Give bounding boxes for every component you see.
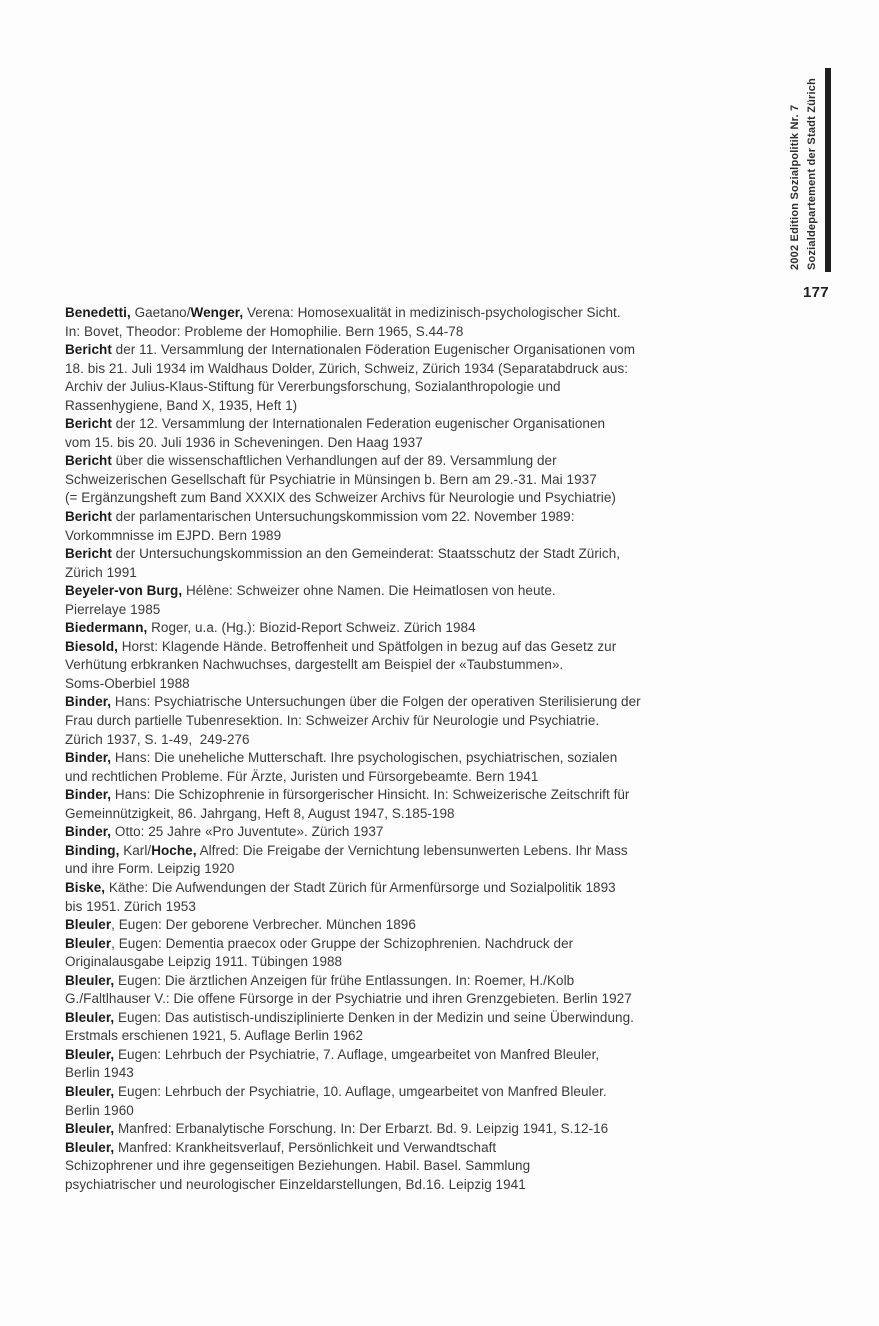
bib-line xyxy=(65,1102,683,1121)
bib-line xyxy=(65,879,683,898)
bib-text: Berlin 1960 xyxy=(65,1102,134,1118)
bib-text: Pierrelaye 1985 xyxy=(65,601,161,617)
bib-author-bold: Benedetti, xyxy=(65,305,131,320)
edition-caption-line1: 2002 Edition Sozialpolitik Nr. 7 xyxy=(789,104,801,270)
bib-author-bold: Bleuler, xyxy=(65,1083,115,1099)
bib-author-bold: Binder, xyxy=(65,694,112,710)
bib-text: Berlin 1943 xyxy=(65,1065,134,1081)
bib-text: Horst: Klagende Hände. Betroffenheit und Spätfolgen in bezug auf das Gesetz zur xyxy=(117,638,617,654)
sidebar-rule xyxy=(825,68,831,272)
bib-line xyxy=(65,341,683,360)
bib-line xyxy=(65,471,683,490)
bib-text: vom 15. bis 20. Juli 1936 in Scheveningen. Den Haag 1937 xyxy=(65,434,423,450)
bib-line xyxy=(65,360,683,379)
bib-text: der 11. Versammlung der Internationalen Föderation Eugenischer Organisationen vom xyxy=(111,342,636,358)
bib-line xyxy=(65,619,683,638)
edition-caption-line2: Sozialdepartement der Stadt Zürich xyxy=(805,77,818,270)
bib-text: Frau durch partielle Tubenresektion. In: Schweizer Archiv für Neurologie und Psychiatrie. xyxy=(65,713,600,729)
edition-caption xyxy=(787,78,820,270)
bib-line xyxy=(65,1139,683,1158)
bib-author-bold: Binder, xyxy=(65,824,112,840)
bib-text: Erstmals erschienen 1921, 5. Auflage Berlin 1962 xyxy=(65,1028,364,1044)
bib-text: der 12. Versammlung der Internationalen Federation eugenischer Organisationen xyxy=(111,416,606,432)
bib-text: Hans: Die uneheliche Mutterschaft. Ihre psychologischen, psychiatrischen, sozialen xyxy=(111,750,618,766)
bib-text: über die wissenschaftlichen Verhandlungen auf der 89. Versammlung der xyxy=(111,453,557,469)
bib-author-bold: Bleuler, xyxy=(65,1139,115,1155)
bib-line xyxy=(65,508,683,527)
bib-line xyxy=(65,1009,683,1028)
bib-text: Eugen: Lehrbuch der Psychiatrie, 7. Auflage, umgearbeitet von Manfred Bleuler, xyxy=(114,1046,600,1062)
bib-line xyxy=(65,1064,683,1083)
bib-line xyxy=(65,545,683,564)
bib-text: 18. bis 21. Juli 1934 im Waldhaus Dolder, Zürich, Schweiz, Zürich 1934 (Separatabdruck aus: xyxy=(65,360,629,376)
bib-line xyxy=(65,564,683,583)
bib-text: Soms-Oberbiel 1988 xyxy=(65,675,190,691)
bib-line xyxy=(65,1176,683,1195)
bib-text: und rechtlichen Probleme. Für Ärzte, Juristen und Fürsorgebeamte. Bern 1941 xyxy=(65,768,539,784)
bib-line xyxy=(65,1046,683,1065)
bib-line xyxy=(65,823,683,842)
bib-line xyxy=(65,452,683,471)
bib-text: Eugen: Lehrbuch der Psychiatrie, 10. Auflage, umgearbeitet von Manfred Bleuler. xyxy=(114,1083,607,1099)
bib-line xyxy=(65,527,683,546)
bib-line xyxy=(65,582,683,601)
bib-author-bold: Wenger, xyxy=(190,305,244,320)
bib-author-bold: Bleuler, xyxy=(65,972,115,988)
bib-line xyxy=(65,953,683,972)
bib-line xyxy=(65,489,683,508)
bib-line xyxy=(65,1120,683,1139)
bib-text: Zürich 1937, S. 1-49, 249-276 xyxy=(65,731,250,747)
bib-text: Otto: 25 Jahre «Pro Juventute». Zürich 1937 xyxy=(111,824,384,840)
bib-text: Schizophrener und ihre gegenseitigen Beziehungen. Habil. Basel. Sammlung xyxy=(65,1158,531,1174)
bib-line xyxy=(65,1157,683,1176)
bib-line xyxy=(65,805,683,824)
bib-text: Rassenhygiene, Band X, 1935, Heft 1) xyxy=(65,397,298,413)
bib-text: Manfred: Krankheitsverlauf, Persönlichkeit und Verwandtschaft xyxy=(114,1139,497,1155)
bib-text: Verhütung erbkranken Nachwuchses, dargestellt am Beispiel der «Taubstummen». xyxy=(65,657,564,673)
bib-line xyxy=(65,972,683,991)
bib-text: Manfred: Erbanalytische Forschung. In: Der Erbarzt. Bd. 9. Leipzig 1941, S.12-16 xyxy=(114,1121,609,1137)
bib-author-bold: Biske, xyxy=(65,879,106,895)
bib-line xyxy=(65,675,683,694)
bib-line xyxy=(65,731,683,750)
bib-line xyxy=(65,323,683,342)
bib-author-bold: Bericht xyxy=(65,453,112,469)
bib-author-bold: Bleuler, xyxy=(65,1046,115,1062)
bib-text: , Eugen: Der geborene Verbrecher. München 1896 xyxy=(111,917,416,933)
bib-author-bold: Bleuler, xyxy=(65,1121,115,1137)
bib-line xyxy=(65,916,683,935)
bib-author-bold: Bericht xyxy=(65,342,112,358)
bib-author-bold: Biedermann, xyxy=(65,620,148,636)
bib-text: Gaetano/ xyxy=(130,305,191,320)
bib-author-bold: Binder, xyxy=(65,787,112,803)
bib-text: Roger, u.a. (Hg.): Biozid-Report Schweiz. Zürich 1984 xyxy=(147,620,476,636)
bib-author-bold: Binder, xyxy=(65,750,112,766)
bib-line xyxy=(65,378,683,397)
bib-text: In: Bovet, Theodor: Probleme der Homophilie. Bern 1965, S.44-78 xyxy=(65,323,464,339)
bib-line xyxy=(65,304,683,323)
bib-text: Schweizerischen Gesellschaft für Psychiatrie in Münsingen b. Bern am 29.-31. Mai 1937 xyxy=(65,471,597,487)
bib-text: Eugen: Die ärztlichen Anzeigen für frühe Entlassungen. In: Roemer, H./Kolb xyxy=(114,972,575,988)
bib-line xyxy=(65,768,683,787)
bib-author-bold: Bleuler, xyxy=(65,1009,115,1025)
bib-line xyxy=(65,638,683,657)
bib-text: Originalausgabe Leipzig 1911. Tübingen 1988 xyxy=(65,954,343,970)
bib-line xyxy=(65,842,683,861)
bib-author-bold: Bleuler xyxy=(65,917,112,933)
bib-text: Zürich 1991 xyxy=(65,564,137,580)
bib-line xyxy=(65,749,683,768)
bib-text: G./Faltlhauser V.: Die offene Fürsorge in der Psychiatrie und ihren Grenzgebieten. Berlin 1927 xyxy=(65,991,632,1007)
bib-author-bold: Binding, xyxy=(65,842,120,858)
bib-text: , Eugen: Dementia praecox oder Gruppe der Schizophrenien. Nachdruck der xyxy=(111,935,574,951)
bib-author-bold: Biesold, xyxy=(65,638,118,654)
bib-author-bold: Bericht xyxy=(65,509,112,525)
bib-text: Hans: Die Schizophrenie in fürsorgerischer Hinsicht. In: Schweizerische Zeitschrift für xyxy=(111,787,630,803)
bib-text: Karl/ xyxy=(119,842,152,858)
bib-author-bold: Hoche, xyxy=(151,842,197,858)
bib-line xyxy=(65,860,683,879)
bib-line xyxy=(65,935,683,954)
bib-text: (= Ergänzungsheft zum Band XXXIX des Schweizer Archivs für Neurologie und Psychiatrie) xyxy=(65,490,616,506)
bib-text: Gemeinnützigkeit, 86. Jahrgang, Heft 8, August 1947, S.185-198 xyxy=(65,805,455,821)
bib-text: Eugen: Das autistisch-undisziplinierte Denken in der Medizin und seine Überwindung. xyxy=(114,1009,634,1025)
bib-author-bold: Bleuler xyxy=(65,935,112,951)
bib-author-bold: Beyeler-von Burg, xyxy=(65,583,183,599)
bib-line xyxy=(65,693,683,712)
bib-author-bold: Bericht xyxy=(65,416,112,432)
bib-line xyxy=(65,712,683,731)
bib-line xyxy=(65,786,683,805)
page-number: 177 xyxy=(803,284,829,301)
bib-line xyxy=(65,434,683,453)
bib-text: Archiv der Julius-Klaus-Stiftung für Vererbungsforschung, Sozialanthropologie und xyxy=(65,379,561,395)
bib-text: bis 1951. Zürich 1953 xyxy=(65,898,196,914)
bib-line xyxy=(65,1083,683,1102)
bib-text: Alfred: Die Freigabe der Vernichtung lebensunwerten Lebens. Ihr Mass xyxy=(196,842,628,858)
bib-text: der Untersuchungskommission an den Gemeinderat: Staatsschutz der Stadt Zürich, xyxy=(111,546,621,562)
bib-line xyxy=(65,1027,683,1046)
bib-text: psychiatrischer und neurologischer Einzeldarstellungen, Bd.16. Leipzig 1941 xyxy=(65,1176,526,1192)
bib-text: Käthe: Die Aufwendungen der Stadt Zürich für Armenfürsorge und Sozialpolitik 1893 xyxy=(105,879,616,895)
bib-text: der parlamentarischen Untersuchungskommission vom 22. November 1989: xyxy=(111,509,575,525)
bib-line xyxy=(65,656,683,675)
bib-text: Hans: Psychiatrische Untersuchungen über die Folgen der operativen Sterilisierung der xyxy=(111,694,641,710)
bib-line xyxy=(65,990,683,1009)
bib-line xyxy=(65,601,683,620)
bib-text: Verena: Homosexualität in medizinisch-psychologischer Sicht. xyxy=(243,305,621,320)
bib-text: Vorkommnisse im EJPD. Bern 1989 xyxy=(65,527,282,543)
bib-line xyxy=(65,898,683,917)
bib-text: und ihre Form. Leipzig 1920 xyxy=(65,861,235,877)
bib-line xyxy=(65,415,683,434)
bib-text: Hélène: Schweizer ohne Namen. Die Heimatlosen von heute. xyxy=(182,583,556,599)
bibliography xyxy=(65,304,683,1194)
bib-author-bold: Bericht xyxy=(65,546,112,562)
bib-line xyxy=(65,397,683,416)
